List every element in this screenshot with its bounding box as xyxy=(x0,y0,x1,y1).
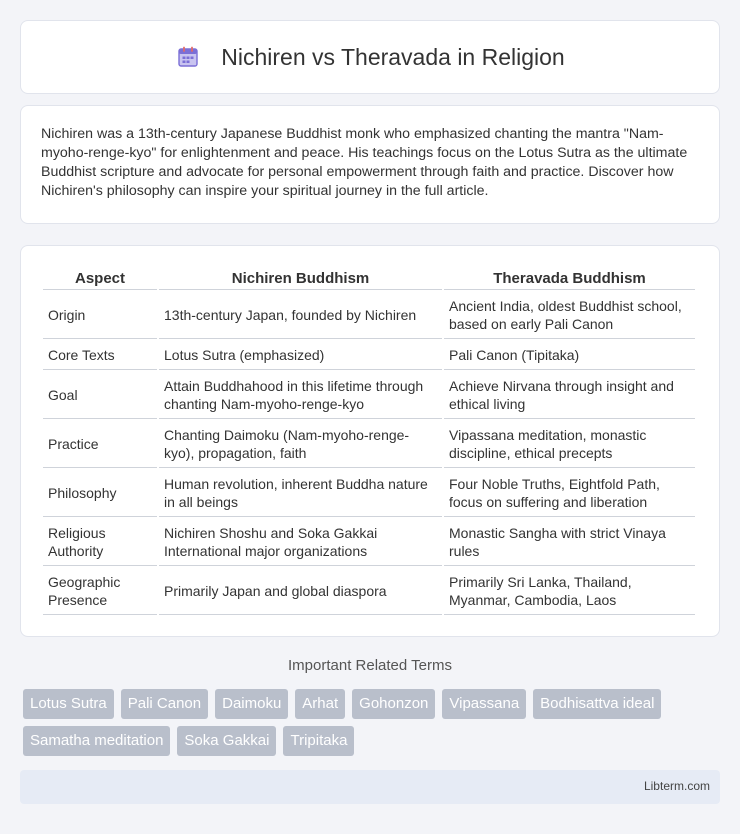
intro-card xyxy=(20,105,720,224)
theravada-cell: Pali Canon (Tipitaka) xyxy=(444,341,695,370)
table-row xyxy=(43,292,695,339)
nichiren-cell: Nichiren Shoshu and Soka Gakkai International major organizations xyxy=(159,519,442,566)
header-card xyxy=(20,20,720,94)
term-tag[interactable]: Tripitaka xyxy=(283,726,354,756)
nichiren-cell: 13th-century Japan, founded by Nichiren xyxy=(159,292,442,339)
term-tag[interactable]: Bodhisattva ideal xyxy=(533,689,661,719)
nichiren-cell: Attain Buddhahood in this lifetime through chanting Nam-myoho-renge-kyo xyxy=(159,372,442,419)
table-row xyxy=(43,372,695,419)
nichiren-cell: Lotus Sutra (emphasized) xyxy=(159,341,442,370)
term-tag[interactable]: Lotus Sutra xyxy=(23,689,114,719)
term-tag[interactable]: Gohonzon xyxy=(352,689,435,719)
comparison-table xyxy=(41,266,697,617)
calendar-icon xyxy=(175,44,201,70)
table-row xyxy=(43,341,695,370)
nichiren-cell: Chanting Daimoku (Nam-myoho-renge-kyo), propagation, faith xyxy=(159,421,442,468)
related-terms-list xyxy=(23,689,723,756)
theravada-cell: Monastic Sangha with strict Vinaya rules xyxy=(444,519,695,566)
aspect-cell: Religious Authority xyxy=(43,519,157,566)
aspect-cell: Geographic Presence xyxy=(43,568,157,615)
theravada-cell: Four Noble Truths, Eightfold Path, focus on suffering and liberation xyxy=(444,470,695,517)
term-tag[interactable]: Arhat xyxy=(295,689,345,719)
term-tag[interactable]: Soka Gakkai xyxy=(177,726,276,756)
nichiren-cell: Human revolution, inherent Buddha nature in all beings xyxy=(159,470,442,517)
aspect-cell: Goal xyxy=(43,372,157,419)
theravada-cell: Achieve Nirvana through insight and ethical living xyxy=(444,372,695,419)
intro-text: Nichiren was a 13th-century Japanese Buddhist monk who emphasized chanting the mantra "Nam-myoho-renge-kyo" for enlightenment and peace. His teachings focus on the Lotus Sutra as the ultimate Buddhist scripture and advocate for personal empowerment through faith and practice. Discover how Nichiren's philosophy can inspire your spiritual journey in the full article. xyxy=(41,126,688,199)
table-row xyxy=(43,421,695,468)
theravada-cell: Primarily Sri Lanka, Thailand, Myanmar, Cambodia, Laos xyxy=(444,568,695,615)
nichiren-cell: Primarily Japan and global diaspora xyxy=(159,568,442,615)
table-row xyxy=(43,519,695,566)
theravada-cell: Ancient India, oldest Buddhist school, based on early Pali Canon xyxy=(444,292,695,339)
column-header: Theravada Buddhism xyxy=(444,268,695,290)
related-terms-title: Important Related Terms xyxy=(288,657,452,674)
term-tag[interactable]: Vipassana xyxy=(442,689,526,719)
column-header: Nichiren Buddhism xyxy=(159,268,442,290)
page-title: Nichiren vs Theravada in Religion xyxy=(221,43,565,70)
footer-site-link[interactable]: Libterm.com xyxy=(643,779,710,793)
table-header-row xyxy=(43,268,695,290)
footer xyxy=(20,770,720,804)
theravada-cell: Vipassana meditation, monastic discipline, ethical precepts xyxy=(444,421,695,468)
aspect-cell: Practice xyxy=(43,421,157,468)
aspect-cell: Origin xyxy=(43,292,157,339)
aspect-cell: Philosophy xyxy=(43,470,157,517)
comparison-card xyxy=(20,245,720,637)
table-row xyxy=(43,568,695,615)
term-tag[interactable]: Daimoku xyxy=(215,689,288,719)
term-tag[interactable]: Pali Canon xyxy=(121,689,208,719)
aspect-cell: Core Texts xyxy=(43,341,157,370)
column-header: Aspect xyxy=(43,268,157,290)
table-row xyxy=(43,470,695,517)
term-tag[interactable]: Samatha meditation xyxy=(23,726,170,756)
